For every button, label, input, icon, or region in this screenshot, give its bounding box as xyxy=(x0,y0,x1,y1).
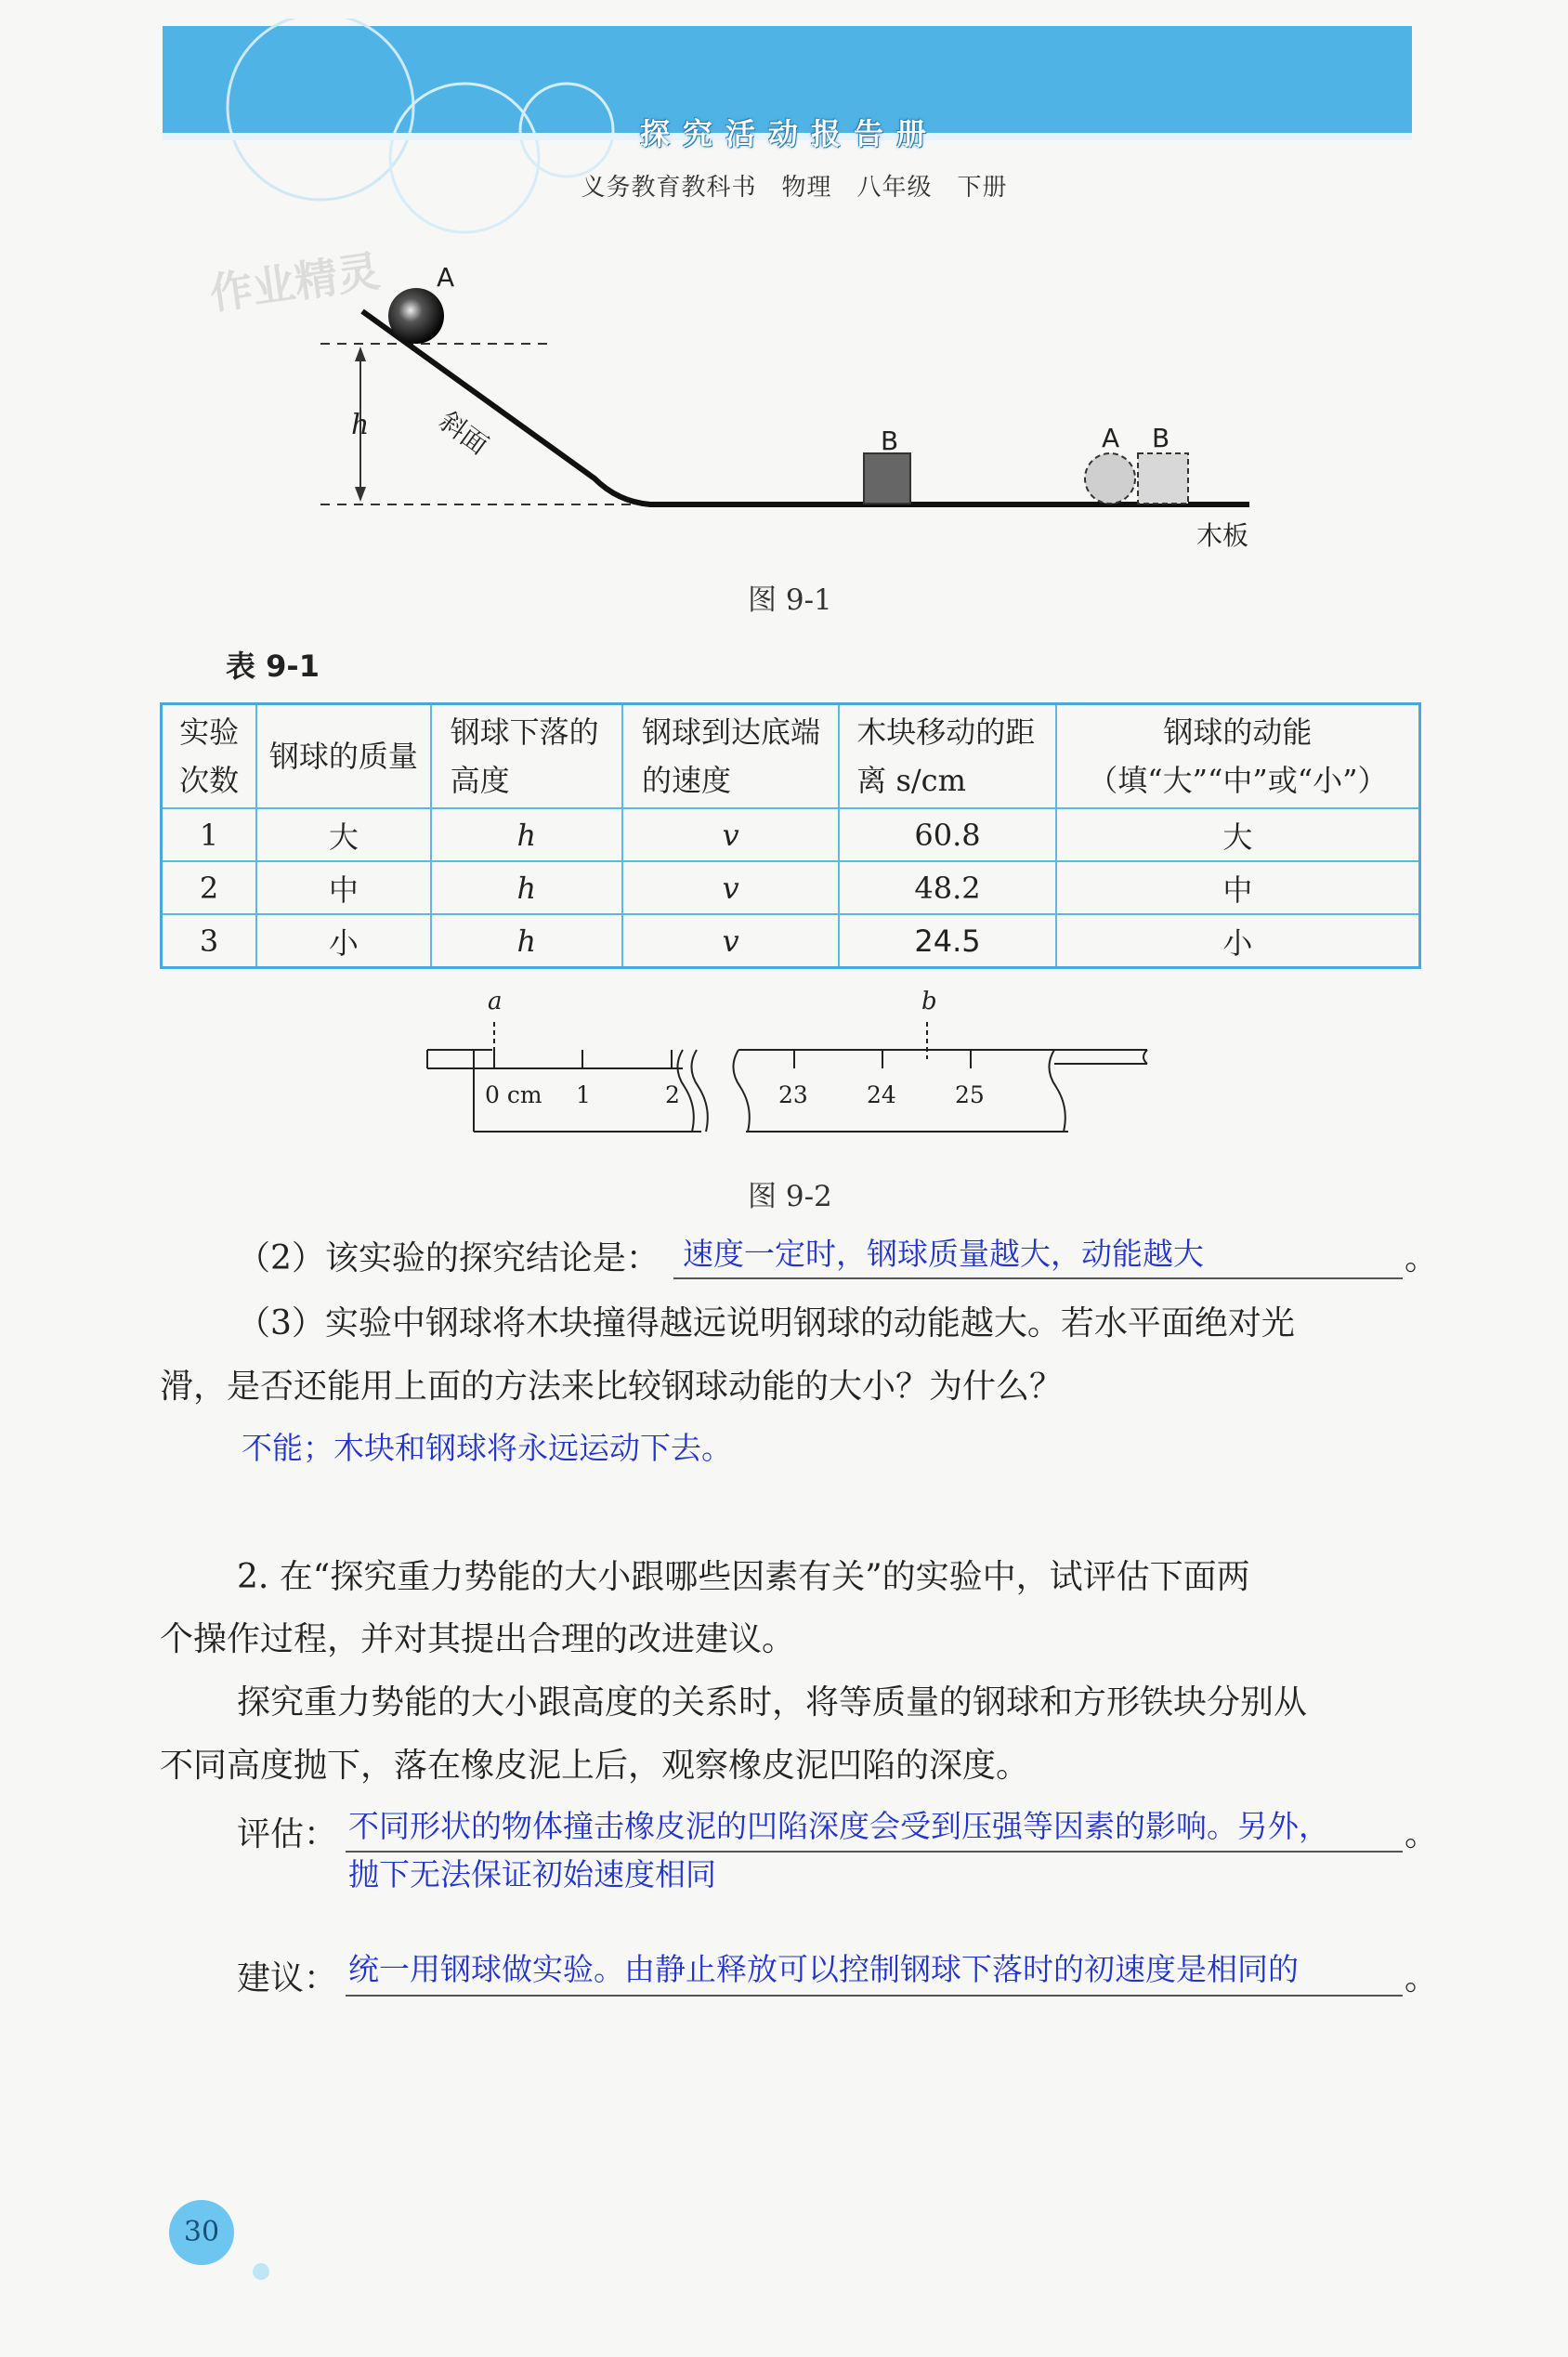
eval-end: 。 xyxy=(1405,1815,1439,1853)
cell-speed: v xyxy=(622,861,839,914)
cell-energy: 小 xyxy=(1056,914,1420,968)
q3-answer: 不能；木块和钢球将永远运动下去。 xyxy=(242,1430,732,1466)
page-dot xyxy=(253,2263,269,2280)
header-distance: 木块移动的距 离 s/cm xyxy=(839,704,1055,809)
p2-line4: 不同高度抛下，落在橡皮泥上后，观察橡皮泥凹陷的深度。 xyxy=(160,1747,1030,1785)
table-title: 表 9-1 xyxy=(226,648,320,684)
cell-speed: v xyxy=(622,808,839,861)
ruler-tick-23: 23 xyxy=(778,1081,808,1108)
cell-height: h xyxy=(431,861,622,914)
cell-height: h xyxy=(431,914,622,968)
cell-speed: v xyxy=(622,914,839,968)
cell-distance: 24.5 xyxy=(839,914,1055,968)
q3-line1: （3）实验中钢球将木块撞得越远说明钢球的动能越大。若水平面绝对光 xyxy=(237,1304,1295,1342)
cell-distance: 48.2 xyxy=(839,861,1055,914)
ruler-tick-0: 0 cm xyxy=(485,1081,542,1108)
page-number: 30 xyxy=(169,2200,234,2265)
label-board: 木板 xyxy=(1196,520,1249,551)
p2-line1: 2. 在“探究重力势能的大小跟哪些因素有关”的实验中，试评估下面两 xyxy=(237,1558,1250,1596)
cell-n: 3 xyxy=(162,914,257,968)
header-bubbles xyxy=(158,19,641,242)
eval-label: 评估： xyxy=(237,1815,338,1853)
p2-line3: 探究重力势能的大小跟高度的关系时，将等质量的钢球和方形铁块分别从 xyxy=(237,1683,1308,1722)
label-block: B xyxy=(881,426,899,456)
cell-mass: 小 xyxy=(256,914,430,968)
p2-line2: 个操作过程，并对其提出合理的改进建议。 xyxy=(160,1620,796,1658)
cell-energy: 大 xyxy=(1056,808,1420,861)
header-subtitle: 义务教育教科书 物理 八年级 下册 xyxy=(581,174,1008,202)
figure2-caption: 图 9-2 xyxy=(748,1180,832,1213)
table-header-row xyxy=(162,704,1420,809)
cell-height: h xyxy=(431,808,622,861)
label-ball-end: A xyxy=(1102,423,1120,453)
ruler-tick-2: 2 xyxy=(665,1081,680,1108)
cell-energy: 中 xyxy=(1056,861,1420,914)
cell-mass: 大 xyxy=(256,808,430,861)
wood-block xyxy=(864,453,910,504)
ruler-tick-24: 24 xyxy=(867,1081,896,1108)
label-height: h xyxy=(351,409,370,441)
suggest-answer: 统一用钢球做实验。由静止释放可以控制钢球下落时的初速度是相同的 xyxy=(348,1951,1299,1987)
ruler-label-a: a xyxy=(488,988,503,1015)
ruler-tick-25: 25 xyxy=(955,1081,985,1108)
header-height: 钢球下落的 高度 xyxy=(431,704,622,809)
eval-answer-line1: 不同形状的物体撞击橡皮泥的凹陷深度会受到压强等因素的影响。另外， xyxy=(348,1808,1329,1844)
suggest-end: 。 xyxy=(1405,1959,1439,1997)
header-mass: 钢球的质量 xyxy=(256,704,430,809)
ruler-label-b: b xyxy=(921,988,937,1015)
suggest-label: 建议： xyxy=(237,1959,338,1997)
table-row xyxy=(162,861,1420,914)
steel-ball xyxy=(388,288,444,344)
label-slope: 斜面 xyxy=(433,405,494,462)
cell-n: 2 xyxy=(162,861,257,914)
header-speed: 钢球到达底端 的速度 xyxy=(622,704,839,809)
ball-end-position xyxy=(1085,453,1135,504)
header-title: 探究活动报告册 xyxy=(639,116,939,151)
eval-answer-line2: 抛下无法保证初始速度相同 xyxy=(348,1856,716,1892)
q3-line2: 滑，是否还能用上面的方法来比较钢球动能的大小？为什么？ xyxy=(160,1368,1064,1406)
figure1-caption: 图 9-1 xyxy=(748,583,832,617)
watermark: 作业精灵 xyxy=(206,245,384,320)
q2-end: 。 xyxy=(1405,1239,1439,1277)
suggest-underline xyxy=(346,1995,1403,1997)
table-row xyxy=(162,914,1420,968)
block-end-position xyxy=(1138,453,1188,504)
header-trial: 实验 次数 xyxy=(162,704,257,809)
label-ball: A xyxy=(437,262,455,293)
cell-mass: 中 xyxy=(256,861,430,914)
data-table xyxy=(160,702,1421,969)
table-row xyxy=(162,808,1420,861)
cell-n: 1 xyxy=(162,808,257,861)
q2-underline xyxy=(673,1277,1403,1279)
q2-prompt: （2）该实验的探究结论是： xyxy=(237,1239,660,1277)
cell-distance: 60.8 xyxy=(839,808,1055,861)
header-energy: 钢球的动能 （填“大”“中”或“小”） xyxy=(1056,704,1420,809)
label-block-end: B xyxy=(1152,423,1170,453)
ruler-tick-1: 1 xyxy=(576,1081,591,1108)
q2-answer: 速度一定时，钢球质量越大，动能越大 xyxy=(683,1236,1204,1272)
